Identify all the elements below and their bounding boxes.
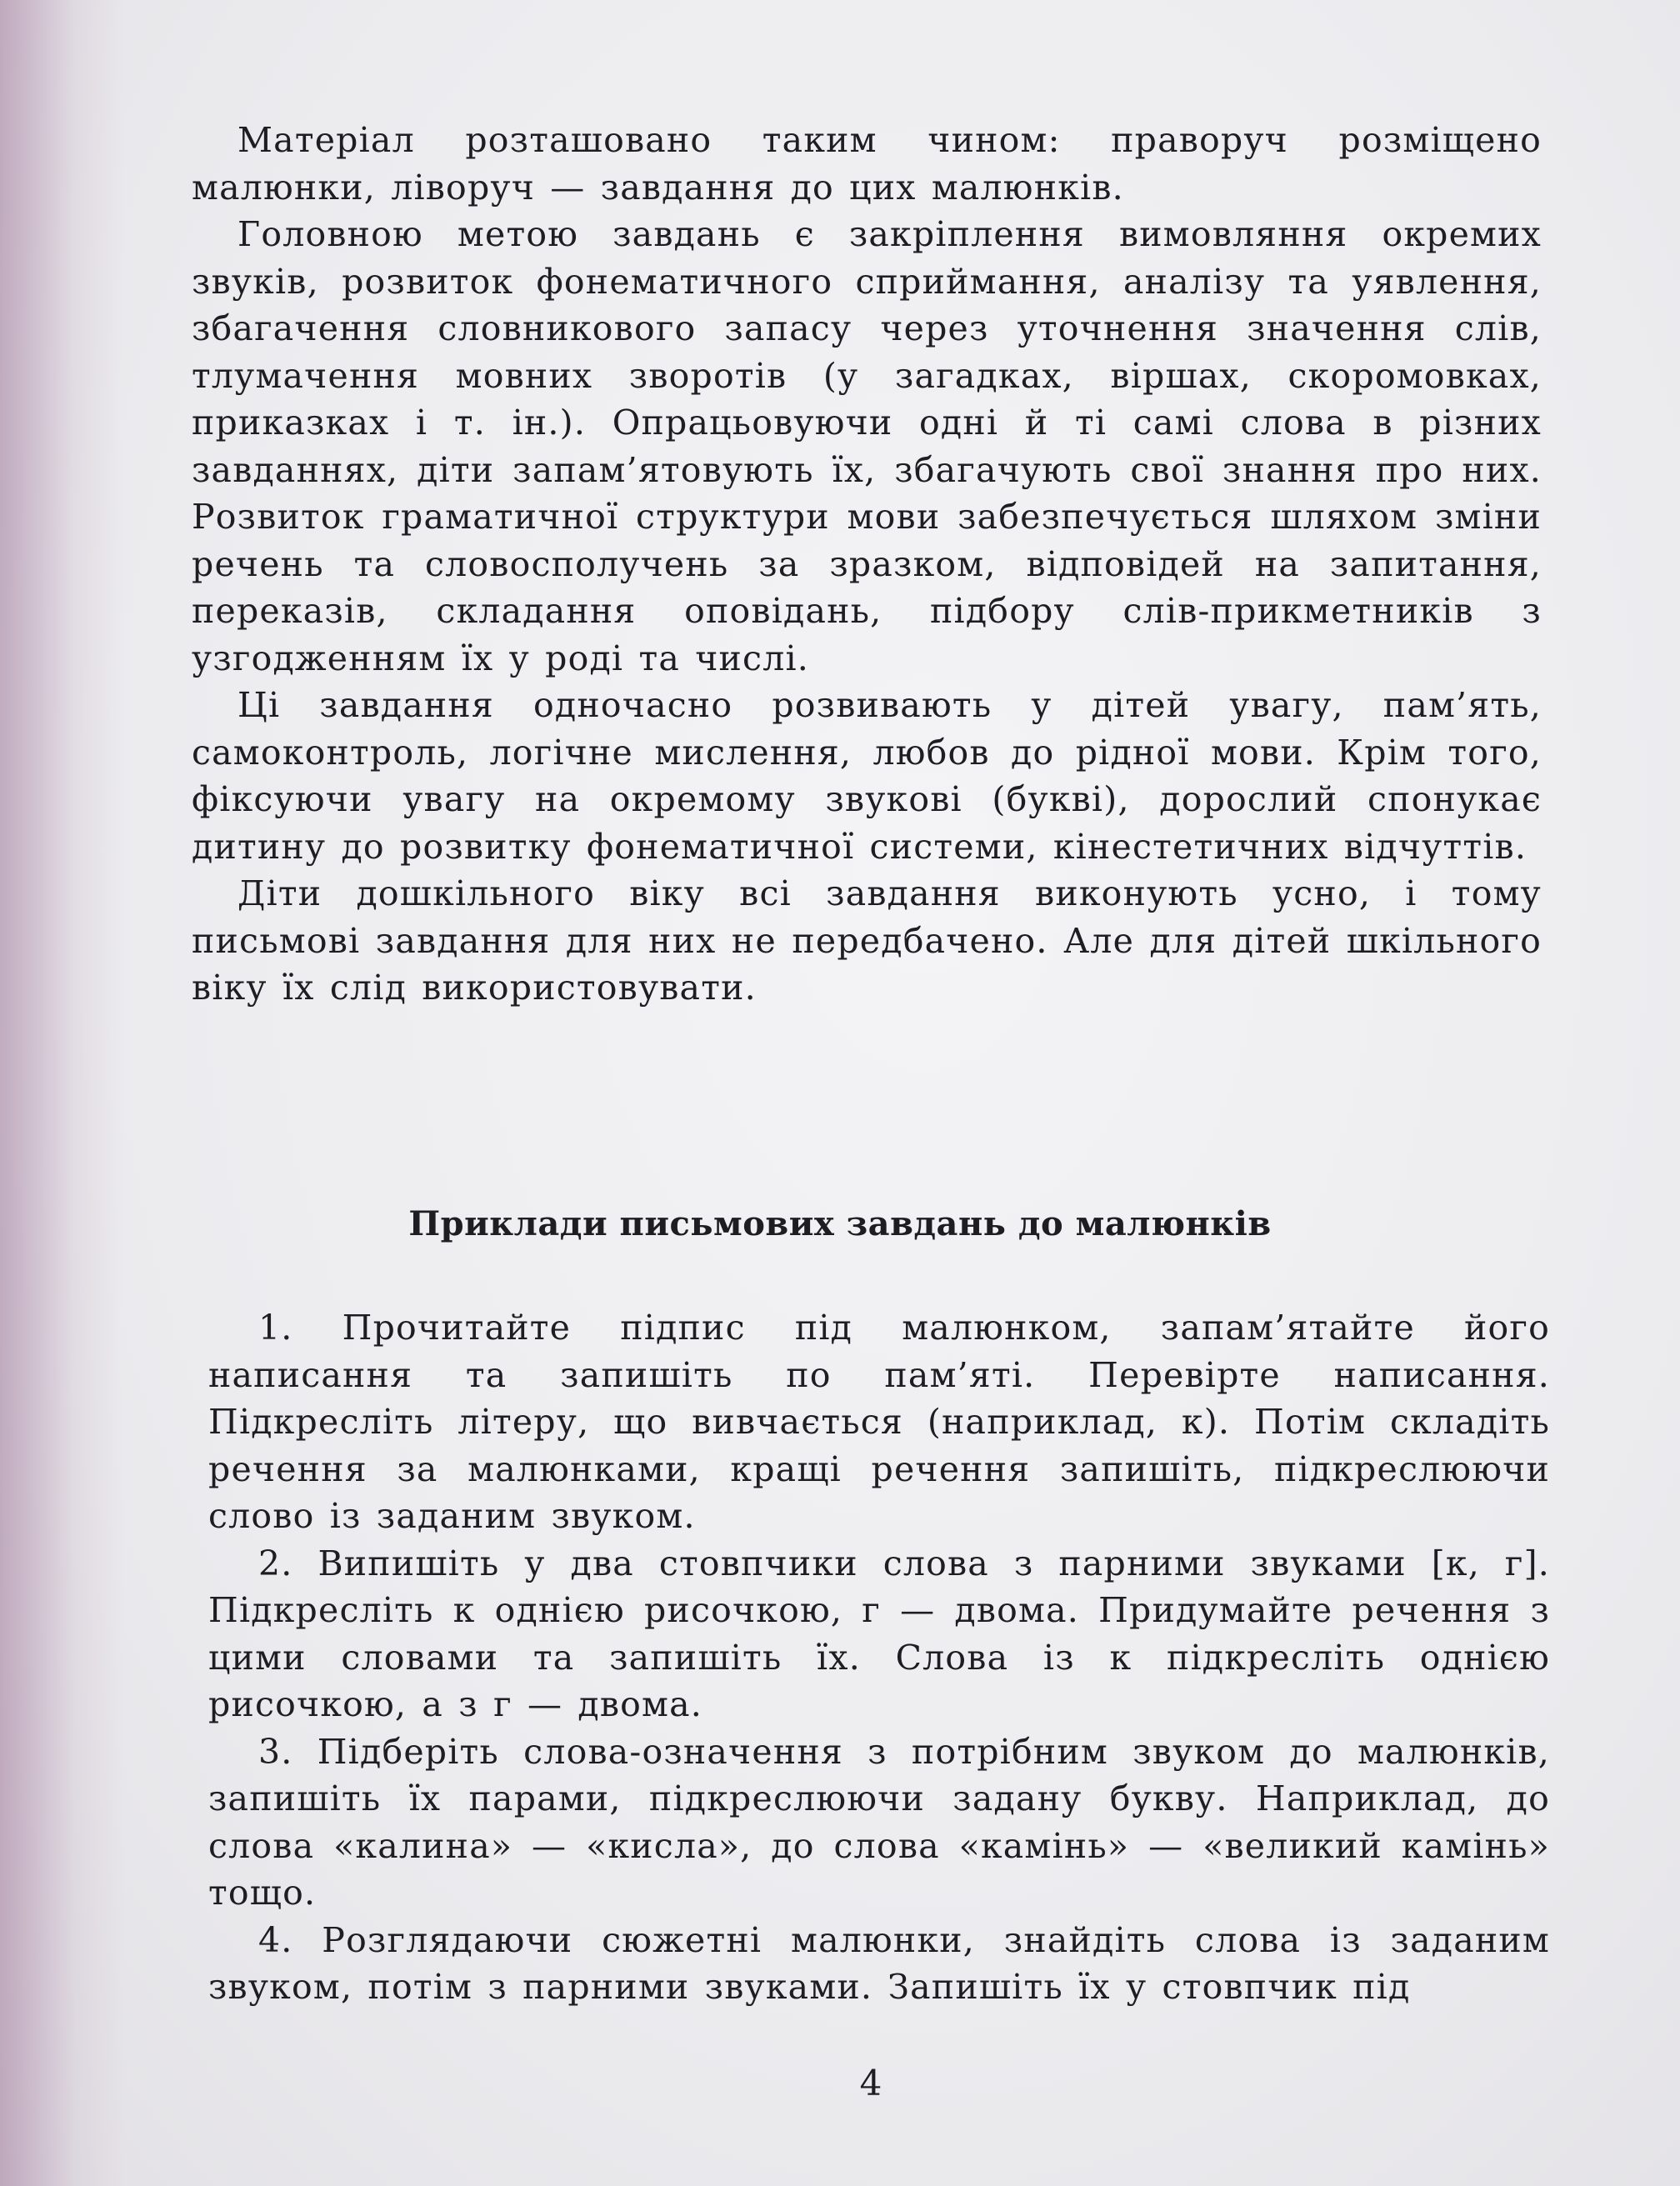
intro-text xyxy=(192,117,1542,1012)
task-item-4: 4. Розглядаючи сюжетні малюнки, знайдіть слова із заданим звуком, потім з парними звуками. Запишіть їх у стовпчик під xyxy=(208,1919,1550,2007)
page-edge-shadow xyxy=(0,0,125,2186)
intro-paragraph-4: Діти дошкільного віку всі завдання виконують усно, і тому письмові завдання для них не передбачено. Але для дітей шкільного віку їх слід використовувати. xyxy=(192,873,1542,1008)
task-item-2: 2. Випишіть у два стовпчики слова з парними звуками [к, г]. Підкресліть к однією рисочкою, г — двома. Придумайте речення з цими словами та запишіть їх. Слова із к підкресліть однією рисочкою, а з г — двома. xyxy=(208,1543,1550,1724)
intro-paragraph-1: Матеріал розташовано таким чином: праворуч розміщено малюнки, ліворуч — завдання до цих малюнків. xyxy=(192,120,1542,208)
section-heading: Приклади письмових завдань до малюнків xyxy=(408,1204,1272,1243)
intro-paragraph-2: Головною метою завдань є закріплення вимовляння окремих звуків, розвиток фонематичного сприймання, аналізу та уявлення, збагачення словникового запасу через уточнення значення слів, тлумачення мовних зворотів (у загадках, віршах, скоромовках, приказках і т. ін.). Опрацьовуючи одні й ті самі слова в різних завданнях, діти запам’ятовують їх, збагачують свої знання про них. Розвиток граматичної структури мови забезпечується шляхом зміни речень та словосполучень за зразком, відповідей на запитання, переказів, складання оповідань, підбору слів-прикметників з узгодженням їх у роді та числі. xyxy=(192,214,1542,678)
task-list xyxy=(208,1304,1550,2011)
task-item-3: 3. Підберіть слова-означення з потрібним звуком до малюнків, запишіть їх парами, підкреслюючи задану букву. Наприклад, до слова «калина» — «кисла», до слова «камінь» — «великий камінь» тощо. xyxy=(208,1731,1550,1913)
page-number: 4 xyxy=(859,2063,882,2103)
task-item-1: 1. Прочитайте підпис під малюнком, запам’ятайте його написання та запишіть по пам’яті. Перевірте написання. Підкресліть літеру, що вивчається (наприклад, к). Потім складіть речення за малюнками, кращі речення запишіть, підкреслюючи слово із заданим звуком. xyxy=(208,1308,1550,1536)
intro-paragraph-3: Ці завдання одночасно розвивають у дітей увагу, пам’ять, самоконтроль, логічне мислення, любов до рідної мови. Крім того, фіксуючи увагу на окремому звукові (букві), дорослий спонукає дитину до розвитку фонематичної системи, кінестетичних відчуттів. xyxy=(192,685,1542,867)
